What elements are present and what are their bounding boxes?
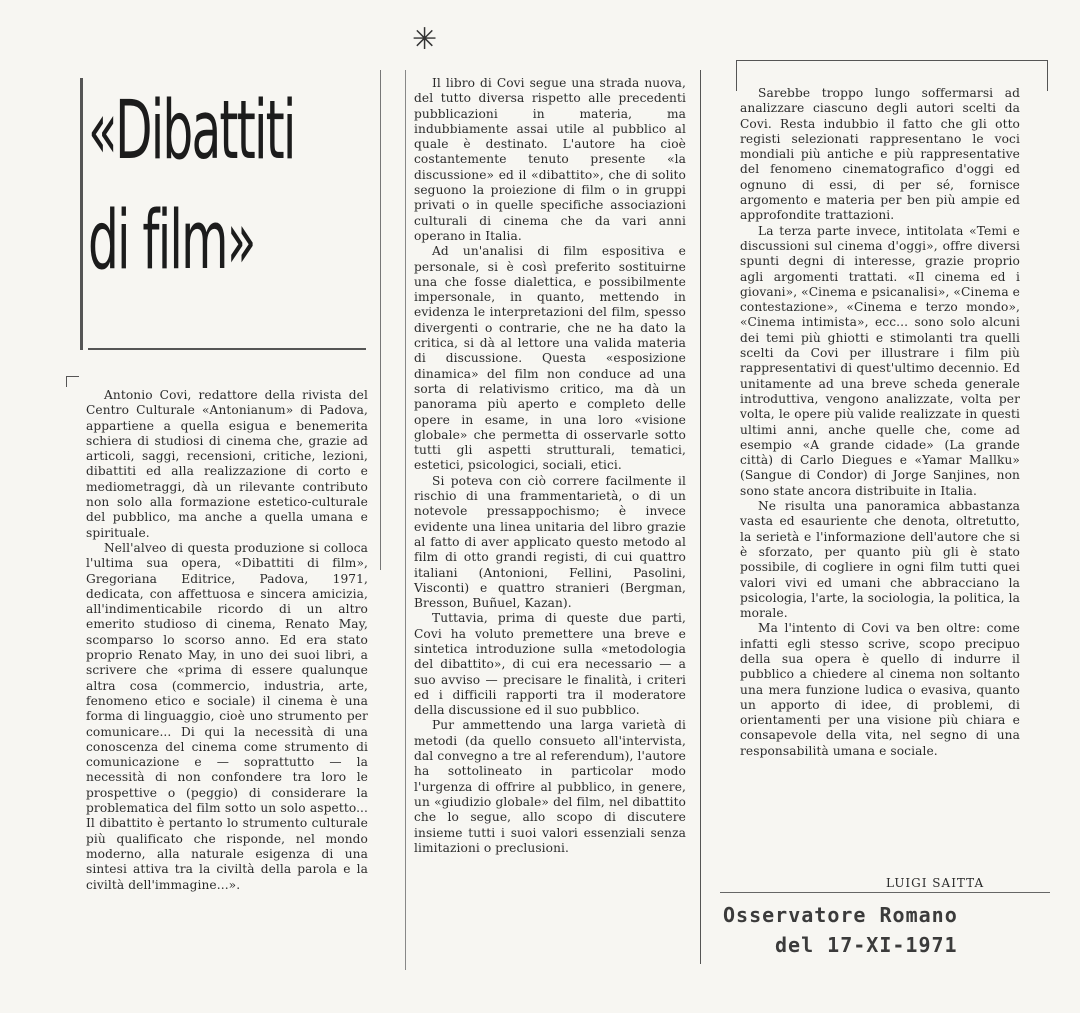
paragraph: Ma l'intento di Covi va ben oltre: come infatti egli stesso scrive, scopo precipuo della sua opera è quello di indurre il pubblico a chiedere al cinema non soltanto una mera funzione ludica o evasiva, quanto un apporto di idee, di problemi, di orientamenti per una visione più chiara e consapevole della vita, nel segno di una responsabilità umana e sociale. (740, 621, 1020, 758)
article-column-2 (414, 76, 686, 856)
stamp-publication: Osservatore Romano (723, 903, 958, 927)
paragraph: Tuttavia, prima di queste due parti, Covi ha voluto premettere una breve e sintetica introduzione sulla «metodologia del dibattito», di cui era necessario — a suo avviso — precisare le finalità, i criteri ed i difficili rapporti tra il moderatore della discussione ed il suo pubblico. (414, 611, 686, 718)
source-stamp (723, 900, 958, 960)
paragraph: Pur ammettendo una larga varietà di metodi (da quello consueto all'intervista, dal convegno a tre al referendum), l'autore ha sottolineato in particolar modo l'urgenza di offrire al pubblico, in genere, un «giudizio globale» del film, nel dibattito che lo segue, allo scopo di discutere insieme tutti i suoi valori essenziali senza limitazioni o preclusioni. (414, 718, 686, 855)
paragraph: Antonio Covi, redattore della rivista del Centro Culturale «Antonianum» di Padova, appartiene a quella esigua e benemerita schiera di studiosi di cinema che, grazie ad articoli, saggi, recensioni, critiche, lezioni, dibattiti ed alla realizzazione di corto e mediometraggi, dà un rilevante contributo non solo alla formazione estetico-culturale del pubblico, ma anche a quella umana e spirituale. (86, 388, 368, 540)
paragraph: Ne risulta una panoramica abbastanza vasta ed esauriente che denota, oltretutto, la serietà e l'informazione dell'autore che si è sforzato, per quanto più gli è stato possibile, di cogliere in ogni film tutti quei valori vivi ed umani che abbracciano la psicologia, l'arte, la sociologia, la politica, la morale. (740, 499, 1020, 621)
column-2-end-bracket (690, 70, 701, 964)
article-headline (88, 76, 295, 296)
paragraph: Il libro di Covi segue una strada nuova, del tutto diversa rispetto alle precedenti pubblicazioni in materia, ma indubbiamente assai utile al pubblico al quale è destinato. L'autore ha cioè costantemente tenuto presente «la discussione» ed il «dibattito», che di solito seguono la proiezione di film o in gruppi privati o in quelle specifiche associazioni culturali di cinema che da vari anni operano in Italia. (414, 76, 686, 243)
column-divider-1 (380, 70, 381, 570)
article-column-3 (740, 86, 1020, 759)
headline-bottom-rule (88, 348, 366, 350)
paragraph: La terza parte invece, intitolata «Temi e discussioni sul cinema d'oggi», offre diversi spunti degni di interesse, grazie proprio agli argomenti trattati. «Il cinema ed i giovani», «Cinema e psicanalisi», «Cinema e contestazione», «Cinema e terzo mondo», «Cinema intimista», ecc... sono solo alcuni dei temi più ghiotti e stimolanti tra quelli scelti da Covi per illustrare i film più rappresentativi di quest'ultimo decennio. Ed unitamente ad una breve scheda generale introduttiva, vengono analizzate, volta per volta, le opere più valide realizzate in questi ultimi anni, anche quelle che, come ad esempio «A grande cidade» (La grande città) di Carlo Diegues e «Yamar Mallku» (Sangue di Condor) di Jorge Sanjines, non sono state ancora distribuite in Italia. (740, 223, 1020, 498)
asterisk-mark-icon: ✳ (412, 22, 438, 57)
headline-left-rule (80, 78, 83, 350)
headline-line-1: «Dibattiti (88, 84, 295, 178)
column-divider-2 (405, 70, 406, 970)
article-column-1 (86, 388, 368, 893)
signature-rule (720, 892, 1050, 893)
author-signature: LUIGI SAITTA (886, 876, 985, 890)
paragraph: Nell'alveo di questa produzione si colloca l'ultima sua opera, «Dibattiti di film», Gregoriana Editrice, Padova, 1971, dedicata, con affettuosa e sincera amicizia, all'indimenticabile ricordo di un altro emerito studioso di cinema, Renato May, scomparso lo scorso anno. Ed era stato proprio Renato May, in uno dei suoi libri, a scrivere che «prima di essere qualunque altra cosa (commercio, industria, arte, fenomeno etico e sociale) il cinema è una forma di linguaggio, cioè uno strumento per comunicare... Di qui la necessità di una conoscenza del cinema come strumento di comunicazione e — soprattutto — la necessità di non confondere tra loro le prospettive o (peggio) di considerare la problematica del film sotto un solo aspetto... Il dibattito è pertanto lo strumento culturale più qualificato che risponde, nel mondo moderno, alla naturale esigenza di una sintesi attiva tra la civiltà della parola e la civiltà dell'immagine...». (86, 540, 368, 892)
paragraph: Ad un'analisi di film espositiva e personale, si è così preferito sostituirne una che fosse dialettica, e possibilmente impersonale, in quanto, mettendo in evidenza le interpretazioni del film, spesso divergenti o contrarie, che ne ha dato la critica, si dà al lettore una valida materia di discussione. Questa «esposizione dinamica» del film non conduce ad una sorta di relativismo critico, ma dà un panorama più aperto e completo delle opere in esame, in una loro «visione globale» che permetta di osservarle sotto tutti gli aspetti strutturali, tematici, estetici, psicologici, sociali, etici. (414, 244, 686, 473)
paragraph: Sarebbe troppo lungo soffermarsi ad analizzare ciascuno degli autori scelti da Covi. Resta indubbio il fatto che gli otto registi selezionati rappresentano le voci mondiali più antiche e più rappresentative del fenomeno cinematografico d'oggi ed ognuno di essi, di per sé, fornisce argomento e materia per ben più ampie ed approfondite trattazioni. (740, 86, 1020, 223)
headline-line-2: di film» (88, 194, 255, 288)
stamp-date: del 17-XI-1971 (775, 933, 958, 957)
column-1-bracket (66, 376, 79, 387)
paragraph: Si poteva con ciò correre facilmente il rischio di una frammentarietà, o di un notevole pressappochismo; è invece evidente una linea unitaria del libro grazie al fatto di aver applicato questo metodo al film di otto grandi registi, di cui quattro italiani (Antonioni, Fellini, Pasolini, Visconti) e quattro stranieri (Bergman, Bresson, Buñuel, Kazan). (414, 473, 686, 611)
